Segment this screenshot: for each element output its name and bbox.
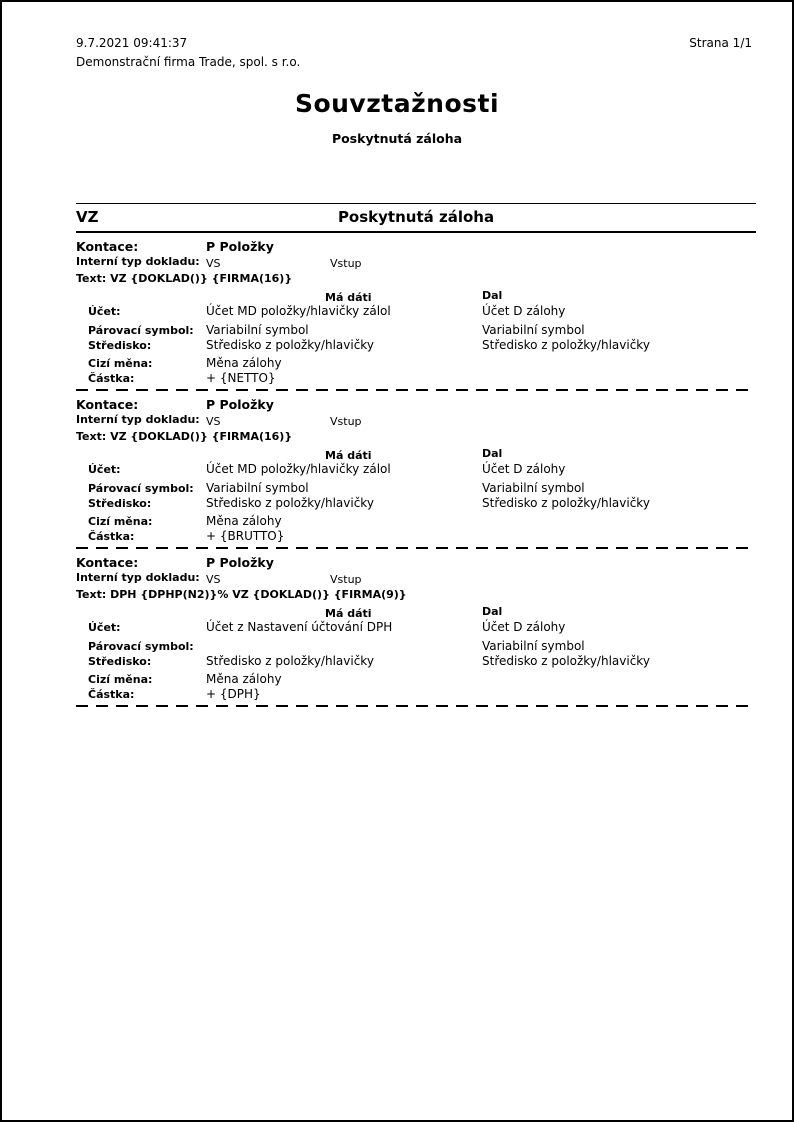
- foreign-currency-dal-value: [482, 356, 756, 371]
- amount-row: [76, 529, 756, 544]
- column-headers-spacer: [76, 289, 206, 304]
- foreign-currency-dal-value: [482, 514, 756, 529]
- amount-row: [76, 371, 756, 386]
- account-row: [76, 462, 756, 477]
- dal-column-header: Dal: [482, 605, 503, 618]
- report-header: [2, 2, 792, 70]
- account-md-value: Účet MD položky/hlavičky zálol: [206, 304, 391, 318]
- pairing-dal-value: Variabilní symbol: [482, 323, 585, 337]
- foreign-currency-label: Cizí měna:: [88, 673, 153, 686]
- foreign-currency-dal-value: [482, 672, 756, 687]
- foreign-currency-md-value: Měna zálohy: [206, 672, 282, 686]
- section-header-row: [76, 204, 756, 231]
- amount-md-value: + {NETTO}: [206, 371, 276, 385]
- account-dal-value: Účet D zálohy: [482, 304, 566, 318]
- column-headers-row: [76, 605, 756, 620]
- cost-center-label: Středisko:: [88, 339, 152, 352]
- kontace-value: P Položky: [206, 397, 274, 412]
- pairing-md-value: Variabilní symbol: [206, 481, 309, 495]
- pairing-symbol-row: [76, 481, 756, 496]
- column-headers-spacer: [76, 605, 206, 620]
- doc-type-label: Interní typ dokladu:: [76, 255, 200, 268]
- doc-type-label: Interní typ dokladu:: [76, 413, 200, 426]
- kontace-block: [76, 391, 756, 549]
- kontace-row: [76, 397, 756, 412]
- doc-type-row: [76, 254, 756, 271]
- report-header-left: [76, 36, 300, 70]
- column-headers-row: [76, 447, 756, 462]
- amount-md-value: + {BRUTTO}: [206, 529, 285, 543]
- kontace-label: Kontace:: [76, 239, 139, 254]
- amount-label: Částka:: [88, 688, 135, 701]
- kontace-row: [76, 239, 756, 254]
- cost-center-label: Středisko:: [88, 497, 152, 510]
- amount-md-value: + {DPH}: [206, 687, 261, 701]
- cost-center-row: [76, 338, 756, 353]
- section-code: VZ: [76, 208, 99, 226]
- amount-dal-value: [482, 371, 756, 386]
- pairing-md-value: Variabilní symbol: [206, 323, 309, 337]
- amount-dal-value: [482, 687, 756, 702]
- column-headers-row: [76, 289, 756, 304]
- section-title: Poskytnutá záloha: [337, 208, 495, 226]
- foreign-currency-label: Cizí měna:: [88, 357, 153, 370]
- account-label: Účet:: [88, 463, 121, 476]
- pairing-symbol-row: [76, 639, 756, 654]
- account-label: Účet:: [88, 305, 121, 318]
- foreign-currency-md-value: Měna zálohy: [206, 356, 282, 370]
- cost-center-row: [76, 654, 756, 669]
- account-label: Účet:: [88, 621, 121, 634]
- cost-center-dal-value: Středisko z položky/hlavičky: [482, 496, 650, 510]
- report-body: [76, 203, 756, 707]
- doc-type-label: Interní typ dokladu:: [76, 571, 200, 584]
- cost-center-dal-value: Středisko z položky/hlavičky: [482, 338, 650, 352]
- pairing-symbol-label: Párovací symbol:: [88, 324, 194, 337]
- cost-center-dal-value: Středisko z položky/hlavičky: [482, 654, 650, 668]
- report-title: Souvztažnosti: [294, 89, 500, 118]
- account-row: [76, 304, 756, 319]
- kontace-label: Kontace:: [76, 397, 139, 412]
- pairing-symbol-row: [76, 323, 756, 338]
- md-column-header: Má dáti: [325, 449, 372, 462]
- doc-type-values: [206, 254, 482, 271]
- amount-label: Částka:: [88, 372, 135, 385]
- cost-center-md-value: Středisko z položky/hlavičky: [206, 496, 374, 510]
- page-number: Strana 1/1: [689, 36, 752, 50]
- doc-type-values: [206, 570, 482, 587]
- doc-type-code: VS: [206, 257, 221, 270]
- cost-center-label: Středisko:: [88, 655, 152, 668]
- md-column-header: Má dáti: [325, 607, 372, 620]
- pairing-symbol-label: Párovací symbol:: [88, 482, 194, 495]
- text-template: Text: VZ {DOKLAD()} {FIRMA(16)}: [76, 430, 293, 443]
- doc-type-values: [206, 412, 482, 429]
- kontace-row: [76, 555, 756, 570]
- kontace-value: P Položky: [206, 555, 274, 570]
- account-md-value: Účet MD položky/hlavičky zálol: [206, 462, 391, 476]
- account-md-value: Účet z Nastavení účtování DPH: [206, 620, 393, 634]
- report-subtitle: Poskytnutá záloha: [331, 131, 463, 146]
- pairing-dal-value: Variabilní symbol: [482, 639, 585, 653]
- foreign-currency-label: Cizí měna:: [88, 515, 153, 528]
- kontace-label: Kontace:: [76, 555, 139, 570]
- amount-dal-value: [482, 529, 756, 544]
- amount-row: [76, 687, 756, 702]
- section-header: [76, 203, 756, 233]
- doc-type-name: Vstup: [330, 573, 362, 586]
- pairing-dal-value: Variabilní symbol: [482, 481, 585, 495]
- cost-center-row: [76, 496, 756, 511]
- pairing-md-value: [206, 639, 482, 654]
- foreign-currency-row: [76, 356, 756, 371]
- kontace-block: [76, 549, 756, 707]
- kontace-block: [76, 233, 756, 391]
- account-row: [76, 620, 756, 635]
- pairing-symbol-label: Párovací symbol:: [88, 640, 194, 653]
- text-template-row: [76, 587, 756, 602]
- text-template-row: [76, 429, 756, 444]
- text-template-row: [76, 271, 756, 286]
- report-datetime: 9.7.2021 09:41:37: [76, 36, 188, 50]
- doc-type-name: Vstup: [330, 257, 362, 270]
- account-dal-value: Účet D zálohy: [482, 462, 566, 476]
- doc-type-row: [76, 570, 756, 587]
- cost-center-md-value: Středisko z položky/hlavičky: [206, 338, 374, 352]
- amount-label: Částka:: [88, 530, 135, 543]
- doc-type-name: Vstup: [330, 415, 362, 428]
- foreign-currency-md-value: Měna zálohy: [206, 514, 282, 528]
- foreign-currency-row: [76, 672, 756, 687]
- text-template: Text: DPH {DPHP(N2)}% VZ {DOKLAD()} {FIRMA(9)}: [76, 588, 407, 601]
- doc-type-row: [76, 412, 756, 429]
- block-separator: [76, 705, 756, 707]
- column-headers-spacer: [76, 447, 206, 462]
- doc-type-code: VS: [206, 573, 221, 586]
- doc-type-code: VS: [206, 415, 221, 428]
- text-template: Text: VZ {DOKLAD()} {FIRMA(16)}: [76, 272, 293, 285]
- dal-column-header: Dal: [482, 289, 503, 302]
- company-name: Demonstrační firma Trade, spol. s r.o.: [76, 55, 301, 69]
- dal-column-header: Dal: [482, 447, 503, 460]
- account-dal-value: Účet D zálohy: [482, 620, 566, 634]
- kontace-value: P Položky: [206, 239, 274, 254]
- foreign-currency-row: [76, 514, 756, 529]
- md-column-header: Má dáti: [325, 291, 372, 304]
- cost-center-md-value: Středisko z položky/hlavičky: [206, 654, 374, 668]
